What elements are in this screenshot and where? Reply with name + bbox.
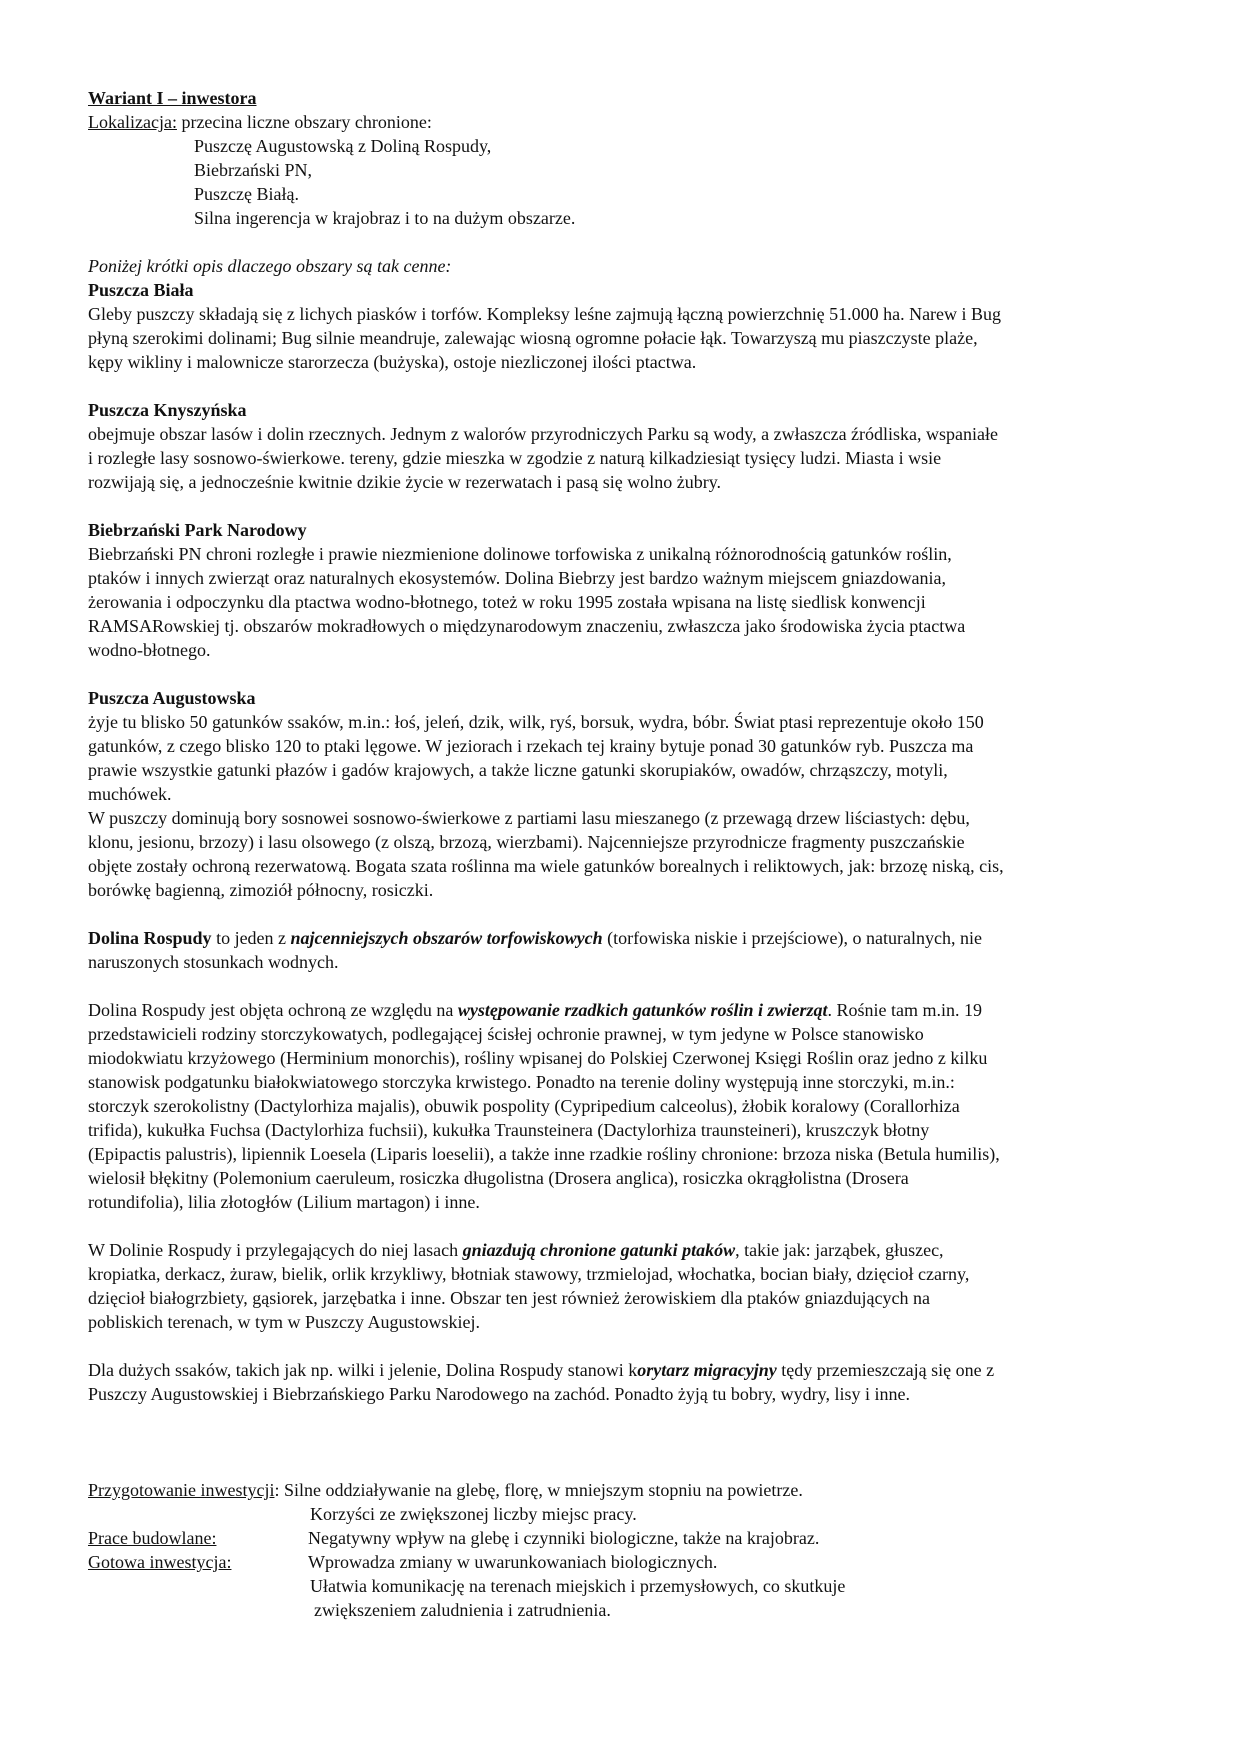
paragraph-line: wodno-błotnego. xyxy=(88,640,211,660)
paragraph-line: dzięcioł białogrzbiety, gąsiorek, jarzębatka i inne. Obszar ten jest również żerowiskiem dla ptaków gniazdujących na xyxy=(88,1288,931,1308)
paragraph-line: borówkę bagienną, zimoziół północny, rosiczki. xyxy=(88,880,434,900)
paragraph-line: kropiatka, derkacz, żuraw, bielik, orlik krzykliwy, błotniak stawowy, trzmielojad, włochatka, bocian biały, dzięcioł czarny, xyxy=(88,1264,970,1284)
rospuda-paragraph-4: Dla dużych ssaków, takich jak np. wilki i jelenie, Dolina Rospudy stanowi korytarz migracyjny tędy przemieszczają się one z xyxy=(88,1360,995,1380)
impact-label: Przygotowanie inwestycji xyxy=(88,1480,275,1500)
impact-ready: Gotowa inwestycja: Wprowadza zmiany w uwarunkowaniach biologicznych. xyxy=(88,1552,718,1572)
paragraph-line: ptaków i innych zwierząt oraz naturalnych ekosystemów. Dolina Biebrzy jest bardzo ważnym miejscem gniazdowania, xyxy=(88,568,947,588)
localization-item: Puszczę Białą. xyxy=(194,184,299,204)
paragraph-line: Gleby puszczy składają się z lichych piasków i torfów. Kompleksy leśne zajmują łączną powierzchnię 51.000 ha. Narew i Bug xyxy=(88,304,1002,324)
paragraph-line: (Epipactis palustris), lipiennik Loesela (Liparis loeselii), a także inne rzadkie rośliny chronione: brzoza niska (Betula humilis), xyxy=(88,1144,1000,1164)
impact-label: Gotowa inwestycja: xyxy=(88,1552,232,1572)
paragraph-line: rotundifolia), lilia złotogłów (Lilium martagon) i inne. xyxy=(88,1192,480,1212)
section-heading-augustowska: Puszcza Augustowska xyxy=(88,688,256,708)
paragraph-line: naruszonych stosunkach wodnych. xyxy=(88,952,339,972)
paragraph-line: klonu, jesionu, brzozy) i lasu olsowego (z olszą, brzozą, wierzbami). Najcenniejsze przyrodnicze fragmenty puszczańskie xyxy=(88,832,965,852)
paragraph-line: rozwijają się, a jednocześnie kwitnie dzikie życie w rezerwatach i pasą się wolno żubry. xyxy=(88,472,722,492)
localization-label: Lokalizacja: xyxy=(88,112,177,132)
paragraph-line: gatunków, z czego blisko 120 to ptaki lęgowe. W jeziorach i rzekach tej krainy bytuje ponad 30 gatunków ryb. Puszcza ma xyxy=(88,736,974,756)
rospuda-paragraph-2: Dolina Rospudy jest objęta ochroną ze względu na występowanie rzadkich gatunków roślin i zwierząt. Rośnie tam m.in. 19 xyxy=(88,1000,982,1020)
paragraph-line: płyną szerokimi dolinami; Bug silnie meandruje, zalewając wiosną ogromne połacie łąk. Towarzyszą mu piaszczyste plaże, xyxy=(88,328,978,348)
localization-item: Biebrzański PN, xyxy=(194,160,312,180)
page-title: Wariant I – inwestora xyxy=(88,88,257,108)
paragraph-line: pobliskich terenach, w tym w Puszczy Augustowskiej. xyxy=(88,1312,480,1332)
paragraph-line: prawie wszystkie gatunki płazów i gadów krajowych, a także liczne gatunki skorupiaków, owadów, chrząszczy, motyli, xyxy=(88,760,948,780)
impact-construction: Prace budowlane: Negatywny wpływ na glebę i czynniki biologiczne, także na krajobraz. xyxy=(88,1528,820,1548)
paragraph-line: i rozległe lasy sosnowo-świerkowe. tereny, gdzie mieszka w zgodzie z naturą kilkadziesiąt tysięcy ludzi. Miasta i wsie xyxy=(88,448,942,468)
paragraph-line: miodokwiatu krzyżowego (Herminium monorchis), rośliny wpisanej do Polskiej Czerwonej Księgi Roślin oraz jedno z kilku xyxy=(88,1048,988,1068)
impact-label: Prace budowlane: xyxy=(88,1528,217,1548)
document-page xyxy=(88,86,1158,1622)
paragraph-line: obejmuje obszar lasów i dolin rzecznych. Jednym z walorów przyrodniczych Parku są wody, a zwłaszcza źródliska, wspaniałe xyxy=(88,424,999,444)
paragraph-line: Biebrzański PN chroni rozległe i prawie niezmienione dolinowe torfowiska z unikalną różnorodnością gatunków roślin, xyxy=(88,544,952,564)
paragraph-line: przedstawicieli rodziny storczykowatych, podlegającej ścisłej ochronie prawnej, w tym jedyne w Polsce stanowisko xyxy=(88,1024,924,1044)
rospuda-paragraph-1: Dolina Rospudy to jeden z najcenniejszych obszarów torfowiskowych (torfowiska niskie i przejściowe), o naturalnych, nie xyxy=(88,928,982,948)
rospuda-paragraph-3: W Dolinie Rospudy i przylegających do niej lasach gniazdują chronione gatunki ptaków, takie jak: jarząbek, głuszec, xyxy=(88,1240,944,1260)
paragraph-line: storczyk szerokolistny (Dactylorhiza majalis), obuwik pospolity (Cypripedium calceolus), żłobik koralowy (Corallorhiza xyxy=(88,1096,960,1116)
localization-item: Puszczę Augustowską z Doliną Rospudy, xyxy=(194,136,492,156)
paragraph-line: stanowisk podgatunku białokwiatowego storczyka krwistego. Ponadto na terenie doliny występują inne storczyki, m.in.: xyxy=(88,1072,955,1092)
localization-note: Silna ingerencja w krajobraz i to na dużym obszarze. xyxy=(194,208,576,228)
impact-sub: Ułatwia komunikację na terenach miejskich i przemysłowych, co skutkuje xyxy=(310,1576,846,1596)
paragraph-line: żyje tu blisko 50 gatunków ssaków, m.in.: łoś, jeleń, dzik, wilk, ryś, borsuk, wydra, bóbr. Świat ptasi reprezentuje około 150 xyxy=(88,712,984,732)
section-heading-knyszynska: Puszcza Knyszyńska xyxy=(88,400,247,420)
impact-sub: Korzyści ze zwiększonej liczby miejsc pracy. xyxy=(310,1504,637,1524)
localization-line: Lokalizacja: przecina liczne obszary chronione: xyxy=(88,112,432,132)
section-heading-biala: Puszcza Biała xyxy=(88,280,194,300)
paragraph-line: wielosił błękitny (Polemonium caeruleum, rosiczka długolistna (Drosera anglica), rosiczka okrągłolistna (Drosera xyxy=(88,1168,909,1188)
paragraph-line: RAMSARowskiej tj. obszarów mokradłowych o międzynarodowym znaczeniu, zwłaszcza jako środowiska życia ptactwa xyxy=(88,616,966,636)
paragraph-line: kępy wikliny i malownicze starorzecza (bużyska), ostoje niezliczonej ilości ptactwa. xyxy=(88,352,697,372)
paragraph-line: trifida), kukułka Fuchsa (Dactylorhiza fuchsii), kukułka Traunsteinera (Dactylorhiza traunsteineri), kruszczyk błotny xyxy=(88,1120,930,1140)
paragraph-line: objęte zostały ochroną rezerwatową. Bogata szata roślinna ma wiele gatunków borealnych i reliktowych, jak: brzozę niską, cis, xyxy=(88,856,1004,876)
impact-preparation: Przygotowanie inwestycji: Silne oddziaływanie na glebę, florę, w mniejszym stopniu na powietrze. xyxy=(88,1480,803,1500)
paragraph-line: Puszczy Augustowskiej i Biebrzańskiego Parku Narodowego na zachód. Ponadto żyją tu bobry, wydry, lisy i inne. xyxy=(88,1384,911,1404)
intro-line: Poniżej krótki opis dlaczego obszary są tak cenne: xyxy=(88,256,452,276)
section-heading-biebrza: Biebrzański Park Narodowy xyxy=(88,520,307,540)
impact-sub: zwiększeniem zaludnienia i zatrudnienia. xyxy=(314,1600,611,1620)
paragraph-line: W puszczy dominują bory sosnowei sosnowo-świerkowe z partiami lasu mieszanego (z przewagą drzew liściastych: dębu, xyxy=(88,808,970,828)
paragraph-line: muchówek. xyxy=(88,784,172,804)
paragraph-line: żerowania i odpoczynku dla ptactwa wodno-błotnego, toteż w roku 1995 została wpisana na listę siedlisk konwencji xyxy=(88,592,926,612)
